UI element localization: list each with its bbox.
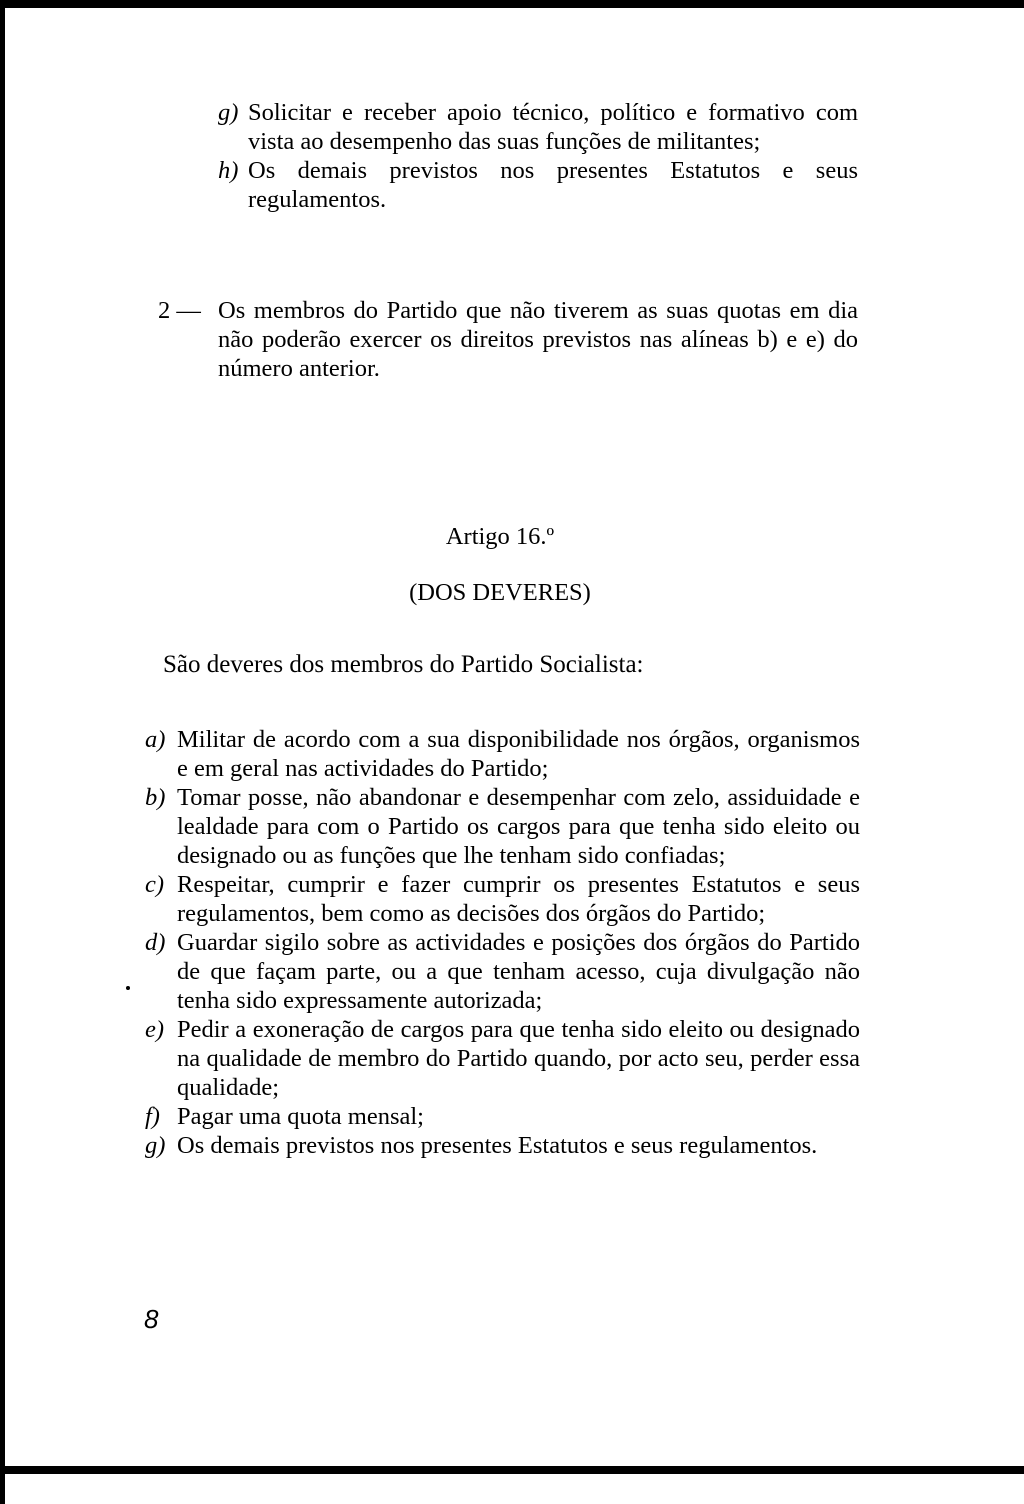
item-marker: e) bbox=[145, 1016, 165, 1043]
scan-border-left bbox=[0, 0, 5, 1504]
item-text: Tomar posse, não abandonar e desempenhar com zelo, assiduidade e lealdade para com o Partido os cargos para que tenha sido eleito ou designado ou as funções que lhe tenham sido confiadas; bbox=[177, 784, 860, 869]
item-marker: d) bbox=[145, 929, 166, 956]
list-item bbox=[218, 156, 858, 214]
item-marker: g) bbox=[145, 1132, 166, 1159]
item-text: Pagar uma quota mensal; bbox=[177, 1103, 424, 1130]
item-text: Militar de acordo com a sua disponibilidade nos órgãos, organismos e em geral nas actividades do Partido; bbox=[177, 726, 860, 782]
item-marker: f) bbox=[145, 1103, 160, 1130]
list-item bbox=[145, 1131, 860, 1160]
item-marker: g) bbox=[218, 99, 239, 126]
item-marker: h) bbox=[218, 157, 239, 184]
item-text: Respeitar, cumprir e fazer cumprir os presentes Estatutos e seus regulamentos, bem como as decisões dos órgãos do Partido; bbox=[177, 871, 860, 927]
list-item bbox=[145, 1015, 860, 1102]
paragraph-2 bbox=[158, 296, 858, 383]
item-marker: c) bbox=[145, 871, 165, 898]
article-intro: São deveres dos membros do Partido Socialista: bbox=[163, 651, 644, 678]
list-item bbox=[145, 783, 860, 870]
list-item bbox=[218, 98, 858, 156]
scan-speck bbox=[126, 986, 130, 990]
article-subtitle: (DOS DEVERES) bbox=[409, 579, 591, 606]
list-item bbox=[145, 725, 860, 783]
item-marker: b) bbox=[145, 784, 166, 811]
item-marker: a) bbox=[145, 726, 166, 753]
list-item bbox=[145, 928, 860, 1015]
page-number: 8 bbox=[144, 1304, 159, 1334]
rights-list-continued bbox=[218, 98, 858, 214]
item-text: Os demais previstos nos presentes Estatutos e seus regulamentos. bbox=[248, 157, 858, 213]
item-text: Guardar sigilo sobre as actividades e posições dos órgãos do Partido de que façam parte, ou a que tenham acesso, cuja divulgação não tenha sido expressamente autorizada; bbox=[177, 929, 860, 1014]
scan-border-bottom bbox=[0, 1466, 1024, 1474]
item-text: Os demais previstos nos presentes Estatutos e seus regulamentos. bbox=[177, 1132, 818, 1159]
list-item bbox=[145, 870, 860, 928]
item-text: Solicitar e receber apoio técnico, político e formativo com vista ao desempenho das suas funções de militantes; bbox=[248, 99, 858, 155]
scan-border-top bbox=[0, 0, 1024, 8]
duties-list bbox=[145, 725, 860, 1160]
list-item bbox=[145, 1102, 860, 1131]
paragraph-text: Os membros do Partido que não tiverem as suas quotas em dia não poderão exercer os direitos previstos nas alíneas b) e e) do número anterior. bbox=[218, 297, 858, 382]
article-title: Artigo 16.º bbox=[445, 523, 555, 550]
item-text: Pedir a exoneração de cargos para que tenha sido eleito ou designado na qualidade de membro do Partido quando, por acto seu, perder essa qualidade; bbox=[177, 1016, 860, 1101]
paragraph-number: 2 — bbox=[158, 297, 201, 324]
